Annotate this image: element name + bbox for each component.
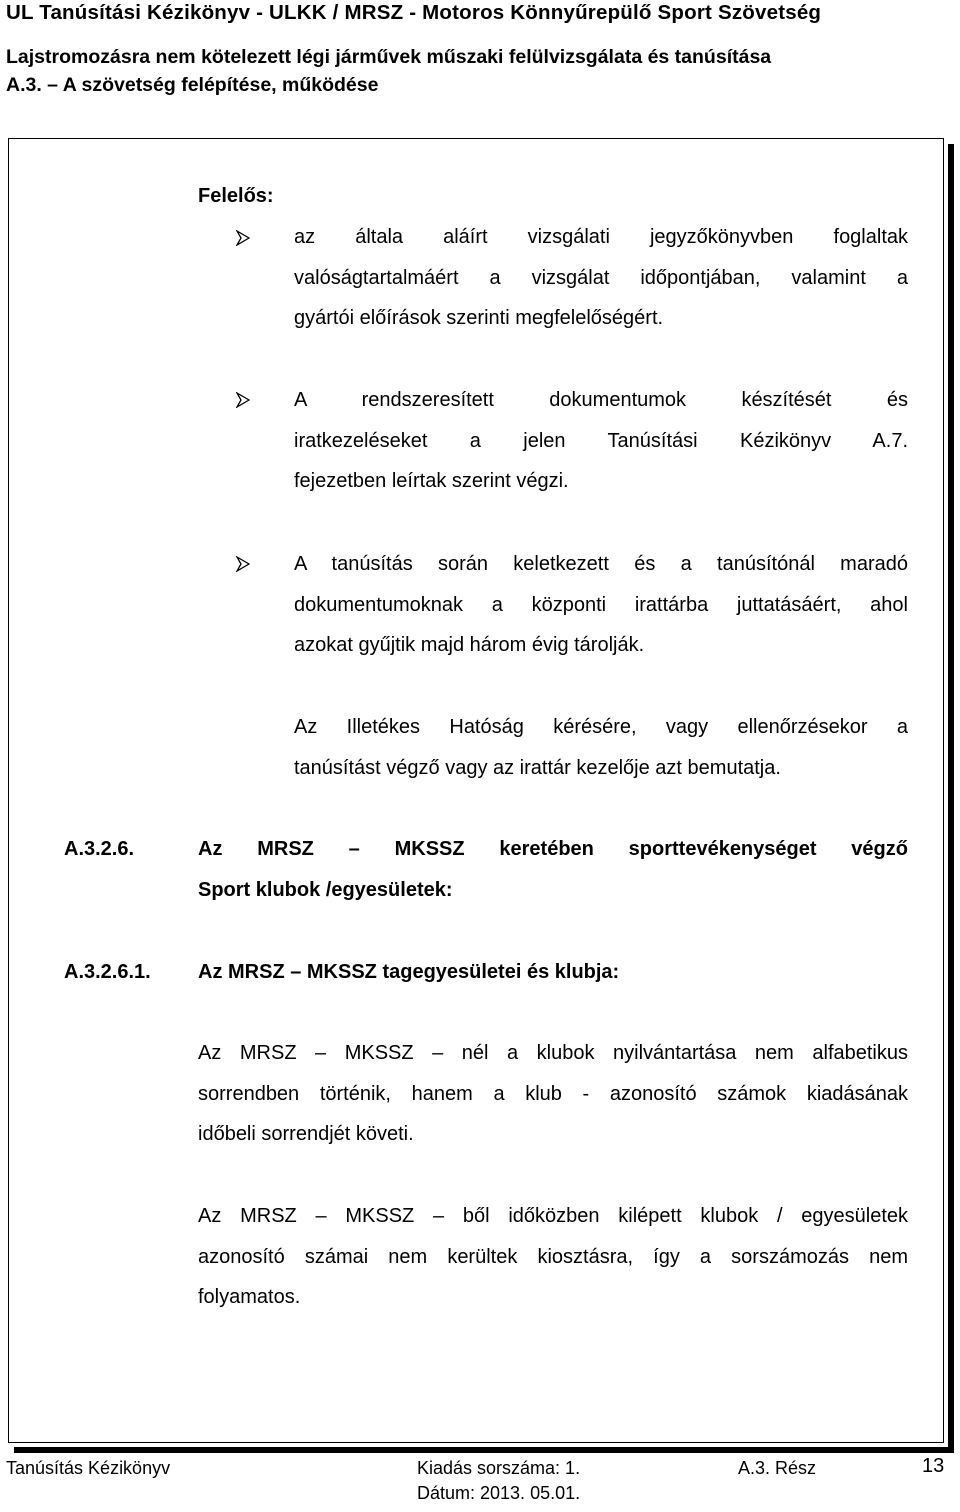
section-number: A.3.2.6. [64, 838, 135, 860]
document-header-subtitle: Lajstromozásra nem kötelezett légi járművek műszaki felülvizsgálata és tanúsítása [6, 46, 772, 68]
paragraph-line: Az MRSZ – MKSSZ – ből időközben kilépett klubok / egyesületek [198, 1205, 908, 1227]
note-line: tanúsítást végző vagy az irattár kezelője azt bemutatja. [294, 756, 781, 779]
bullet-line: dokumentumoknak a központi irattárba juttatásáért, ahol [294, 593, 908, 616]
bullet-line: A rendszeresített dokumentumok készítését és [294, 389, 908, 411]
paragraph-line: azonosító számai nem kerültek kiosztásra, így a sorszámozás nem [198, 1245, 908, 1268]
note-line: Az Illetékes Hatóság kérésére, vagy ellenőrzésekor a [294, 716, 908, 738]
section-heading-line: Sport klubok /egyesületek: [198, 878, 453, 901]
arrow-bullet-icon [236, 230, 250, 246]
bullet-line: A tanúsítás során keletkezett és a tanúsítónál maradó [294, 553, 908, 575]
paragraph [198, 1033, 908, 1155]
footer-part: A.3. Rész [738, 1458, 817, 1478]
bullet-line: iratkezeléseket a jelen Tanúsítási Kézikönyv A.7. [294, 429, 908, 452]
arrow-bullet-icon [236, 556, 250, 572]
bullet-item [294, 544, 908, 666]
note-paragraph [294, 707, 908, 788]
bullet-line: fejezetben leírtak szerint végzi. [294, 470, 569, 492]
subsection-number: A.3.2.6.1. [64, 961, 151, 983]
bullet-item [294, 217, 908, 339]
bullet-line: valóságtartalmáért a vizsgálat időpontjában, valamint a [294, 266, 908, 289]
page-number: 13 [922, 1455, 945, 1477]
footer-manual-name: Tanúsítás Kézikönyv [6, 1458, 171, 1478]
chapter-title: A.3. – A szövetség felépítése, működése [6, 74, 379, 96]
paragraph-line: időbeli sorrendjét követi. [198, 1123, 414, 1145]
responsible-label: Felelős: [198, 185, 274, 207]
section-heading-line: Az MRSZ – MKSSZ keretében sporttevékenységet végző [198, 838, 908, 860]
section-heading [198, 829, 908, 910]
subsection-heading: Az MRSZ – MKSSZ tagegyesületei és klubja: [198, 961, 620, 983]
bullet-line: gyártói előírások szerinti megfelelőségért. [294, 307, 664, 329]
footer-date: Dátum: 2013. 05.01. [417, 1483, 581, 1503]
paragraph-line: folyamatos. [198, 1286, 301, 1308]
footer-edition: Kiadás sorszáma: 1. [417, 1458, 581, 1478]
paragraph [198, 1196, 908, 1318]
paragraph-line: sorrendben történik, hanem a klub - azonosító számok kiadásának [198, 1082, 908, 1105]
arrow-bullet-icon [236, 392, 250, 408]
paragraph-line: Az MRSZ – MKSSZ – nél a klubok nyilvántartása nem alfabetikus [198, 1042, 908, 1064]
bullet-line: az általa aláírt vizsgálati jegyzőkönyvben foglaltak [294, 226, 908, 248]
bullet-item [294, 380, 908, 502]
bullet-line: azokat gyűjtik majd három évig tárolják. [294, 634, 645, 656]
document-header-title: UL Tanúsítási Kézikönyv - ULKK / MRSZ - Motoros Könnyűrepülő Sport Szövetség [6, 1, 822, 24]
